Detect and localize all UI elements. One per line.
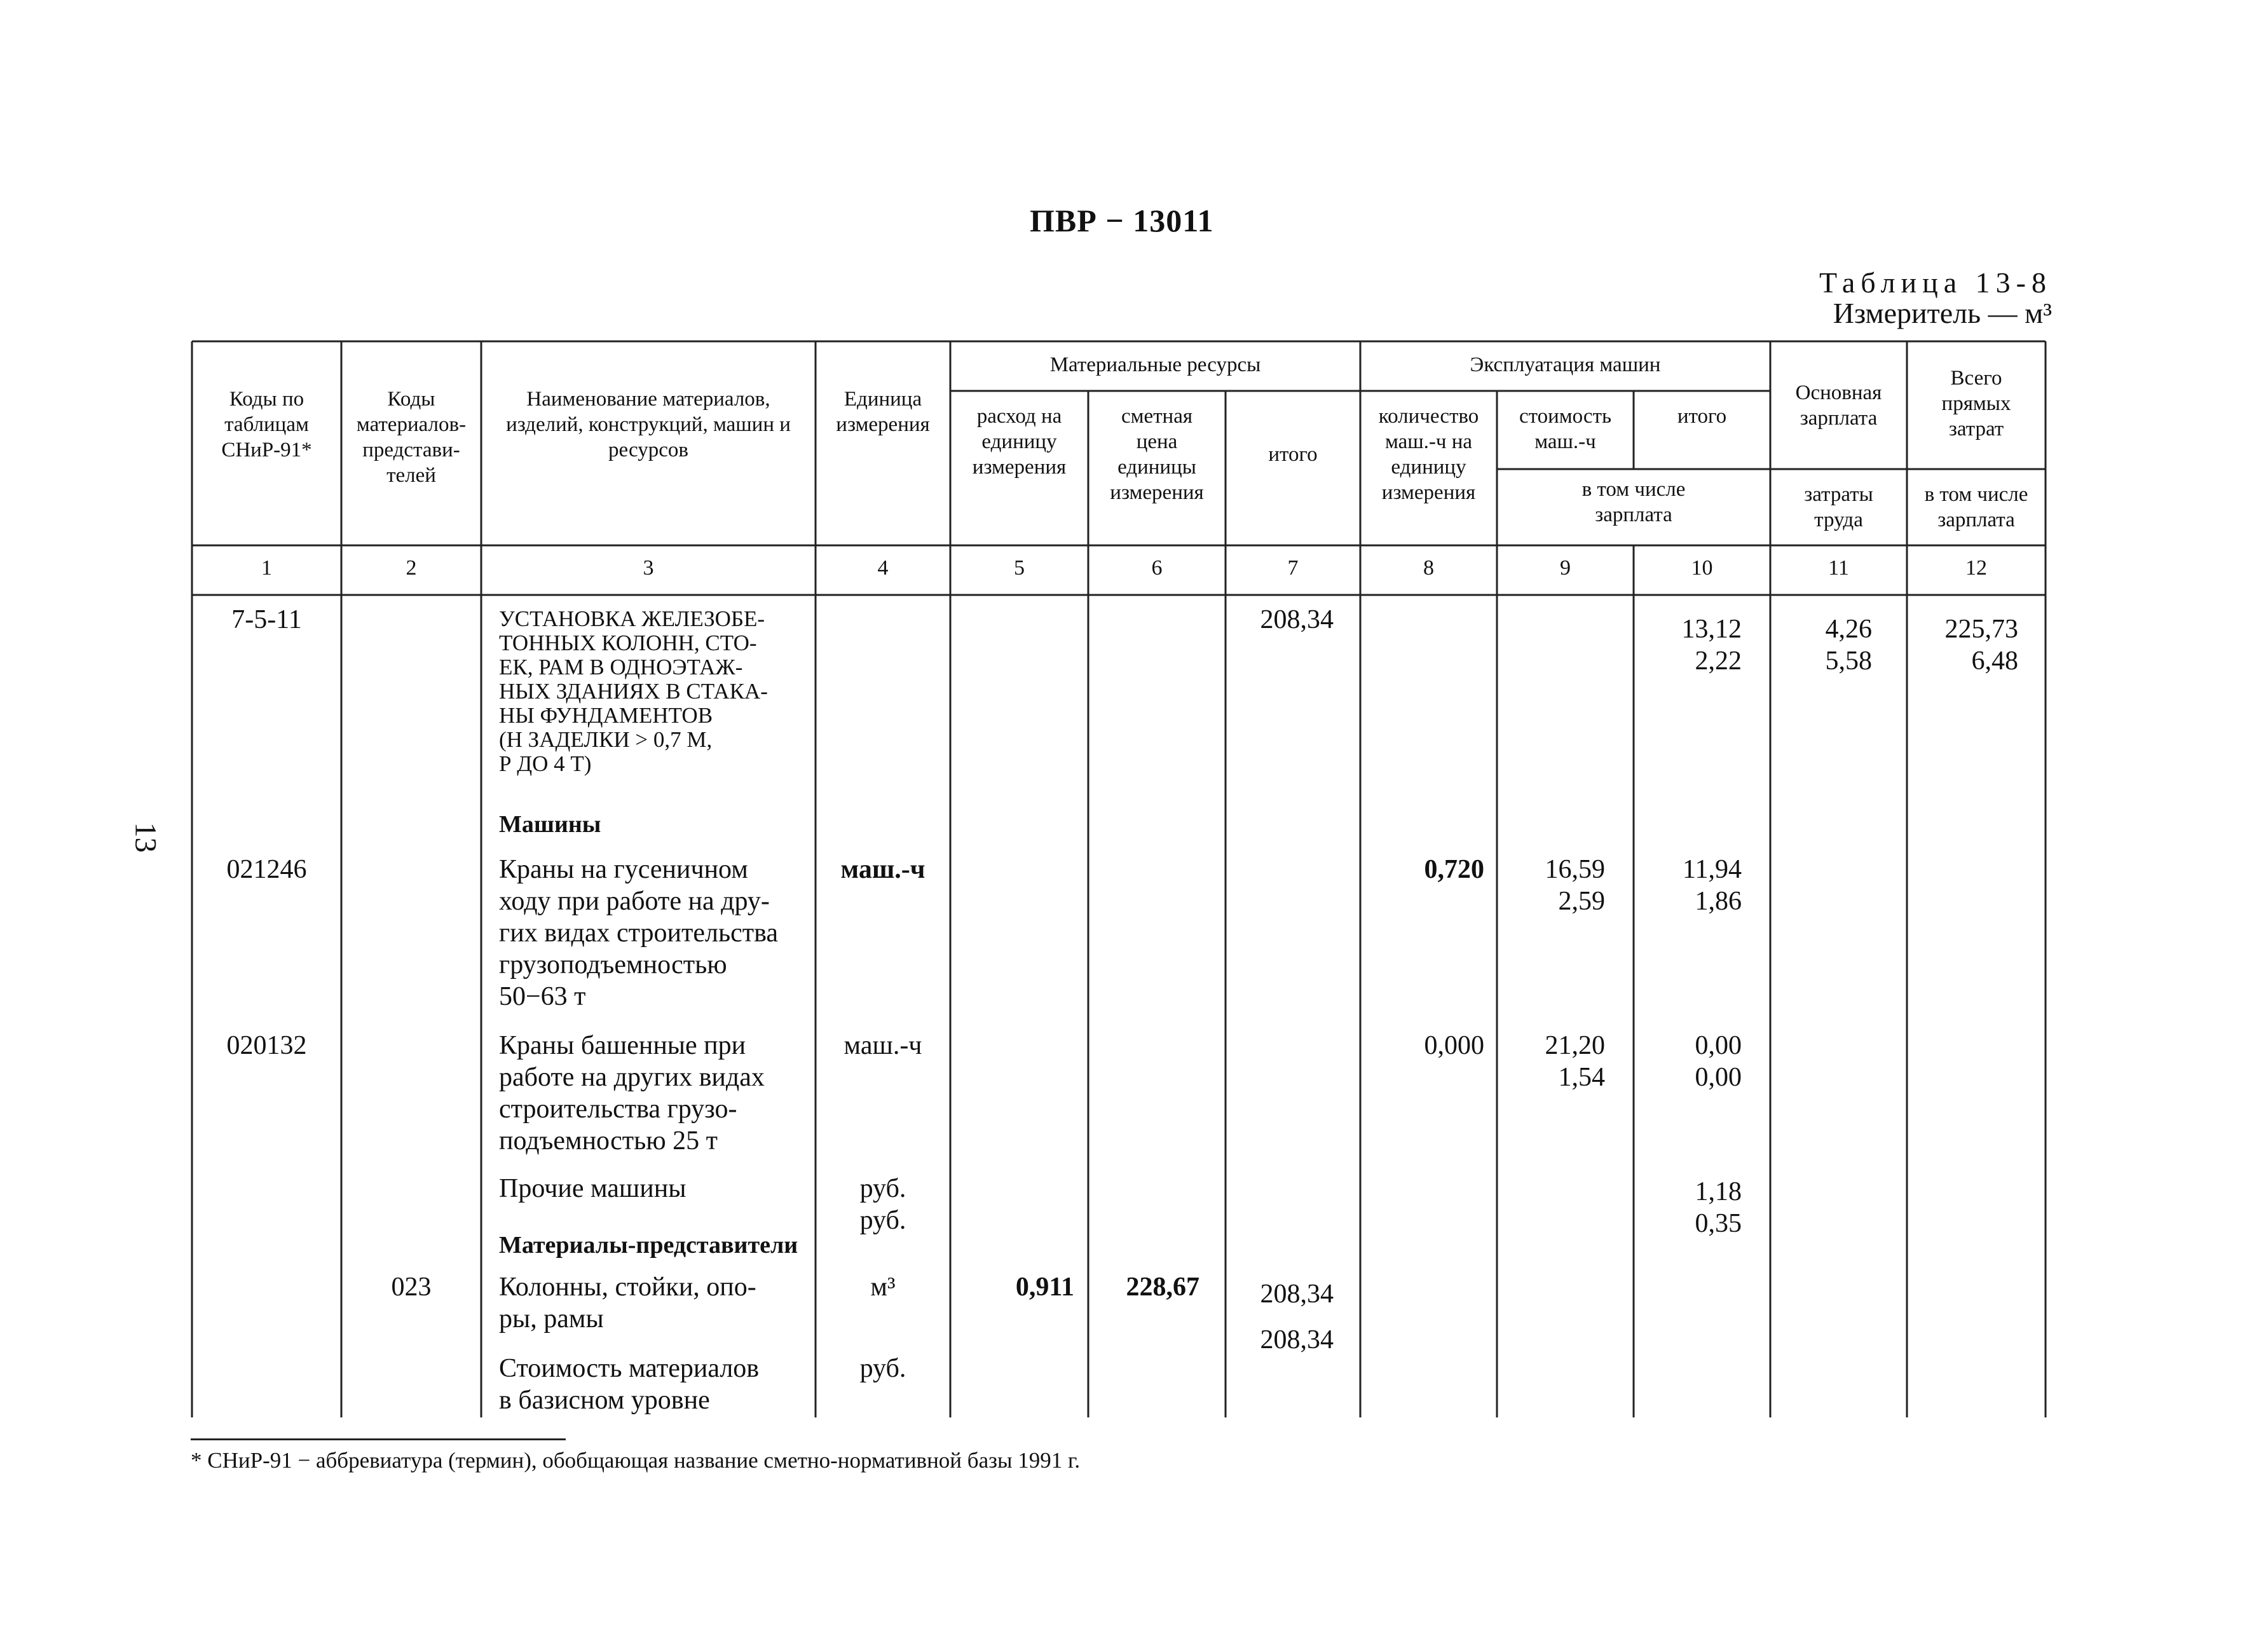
header-material-resources: Материальные ресурсы <box>1049 353 1261 376</box>
table-label: Таблица 13-8 <box>1819 266 2052 299</box>
column-number: 8 <box>1423 556 1434 580</box>
header-base-wages: Основная зарплата <box>1795 381 1882 430</box>
columns-unit: м³ <box>870 1273 896 1302</box>
row-name-crane2: Краны башенные при работе на других видах строительства грузо- подъемностью 25 т <box>499 1031 765 1156</box>
row-name-material-cost: Стоимость материалов в базисном уровне <box>499 1354 760 1415</box>
row-name-main: УСТАНОВКА ЖЕЛЕЗОБЕ- ТОННЫХ КОЛОНН, СТО- ЕК, РАМ В ОДНОЭТАЖ- НЫХ ЗДАНИЯХ В СТАКА- НЫ ФУНДАМЕНТОВ (Н ЗАДЕЛКИ > 0,7 М, Р ДО 4 Т) <box>499 606 768 776</box>
table-unit: Измеритель — м³ <box>1833 297 2052 329</box>
header-labor-costs: затраты труда <box>1804 483 1873 531</box>
column-number: 11 <box>1828 556 1849 580</box>
header-name: Наименование материалов, изделий, конструкций, машин и ресурсов <box>506 388 791 461</box>
row-code-crane1: 021246 <box>226 855 307 884</box>
row-code-crane2: 020132 <box>226 1031 307 1060</box>
column-number: 1 <box>261 556 272 580</box>
column-number: 9 <box>1560 556 1571 580</box>
row-name-columns: Колонны, стойки, опо- ры, рамы <box>499 1273 756 1334</box>
header-machines-total: итого <box>1677 405 1727 428</box>
column-number: 3 <box>643 556 654 580</box>
main-total-direct: 225,73 6,48 <box>1944 615 2018 676</box>
header-machine-operation: Эксплуатация машин <box>1470 353 1661 376</box>
header-codes-snir: Коды по таблицам СНиР-91* <box>221 388 312 461</box>
other-machines-total: 1,18 0,35 <box>1695 1177 1742 1238</box>
columns-consumption: 0,911 <box>1015 1273 1074 1302</box>
crane2-machines-total: 0,00 0,00 <box>1695 1031 1742 1092</box>
header-incl-wages: в том числе зарплата <box>1581 478 1686 526</box>
columns-unit-price: 228,67 <box>1126 1273 1199 1302</box>
other-units: руб. руб. <box>859 1174 906 1235</box>
column-number: 12 <box>1965 556 1987 580</box>
main-base-wages: 4,26 5,58 <box>1825 615 1872 676</box>
columns-materials-total: 208,34 208,34 <box>1260 1280 1334 1355</box>
crane1-machines-total: 11,94 1,86 <box>1683 855 1742 916</box>
column-number: 4 <box>877 556 889 580</box>
column-number: 7 <box>1287 556 1299 580</box>
column-number: 10 <box>1691 556 1713 580</box>
crane1-machine-hours: 0,720 <box>1424 855 1484 884</box>
footnote: * СНиР-91 − аббревиатура (термин), обобщающая название сметно-нормативной базы 1991 г. <box>191 1448 1081 1473</box>
header-unit: Единица измерения <box>836 388 930 436</box>
row-name-crane1: Краны на гусеничном ходу при работе на дру- гих видах строительства грузоподъемностью 50−63 т <box>499 855 779 1011</box>
column-number: 2 <box>406 556 417 580</box>
column-number: 6 <box>1151 556 1163 580</box>
header-materials-total: итого <box>1268 443 1318 466</box>
crane1-unit: маш.-ч <box>840 855 926 884</box>
header-total-direct: Всего прямых затрат <box>1941 367 2011 440</box>
crane2-machine-hours: 0,000 <box>1424 1031 1484 1060</box>
header-total-incl-wages: в том числе зарплата <box>1924 483 2028 531</box>
row-name-other-machines: Прочие машины <box>499 1174 687 1203</box>
footnote-rule <box>191 1438 566 1440</box>
header-unit-price: сметная цена единицы измерения <box>1110 405 1204 504</box>
main-machines-total: 13,12 2,22 <box>1681 615 1742 676</box>
section-heading-materials: Материалы-представители <box>499 1232 798 1259</box>
row-code-main: 7-5-11 <box>231 605 302 634</box>
column-number: 5 <box>1014 556 1025 580</box>
main-materials-total: 208,34 <box>1260 605 1334 634</box>
header-machine-hours: количество маш.-ч на единицу измерения <box>1378 405 1479 504</box>
section-heading-machines: Машины <box>499 811 601 838</box>
header-codes-materials: Коды материалов-представи-телей <box>356 388 467 487</box>
row-code-columns: 023 <box>391 1273 432 1302</box>
page-number: 13 <box>128 822 163 853</box>
header-consumption: расход на единицу измерения <box>972 405 1067 479</box>
crane1-hour-cost: 16,59 2,59 <box>1545 855 1605 916</box>
crane2-unit: маш.-ч <box>844 1031 922 1060</box>
crane2-hour-cost: 21,20 1,54 <box>1545 1031 1605 1092</box>
page-title: ПВР − 13011 <box>1030 203 1214 238</box>
cost-unit: руб. <box>859 1354 906 1383</box>
header-machine-hour-cost: стоимость маш.-ч <box>1519 405 1612 453</box>
